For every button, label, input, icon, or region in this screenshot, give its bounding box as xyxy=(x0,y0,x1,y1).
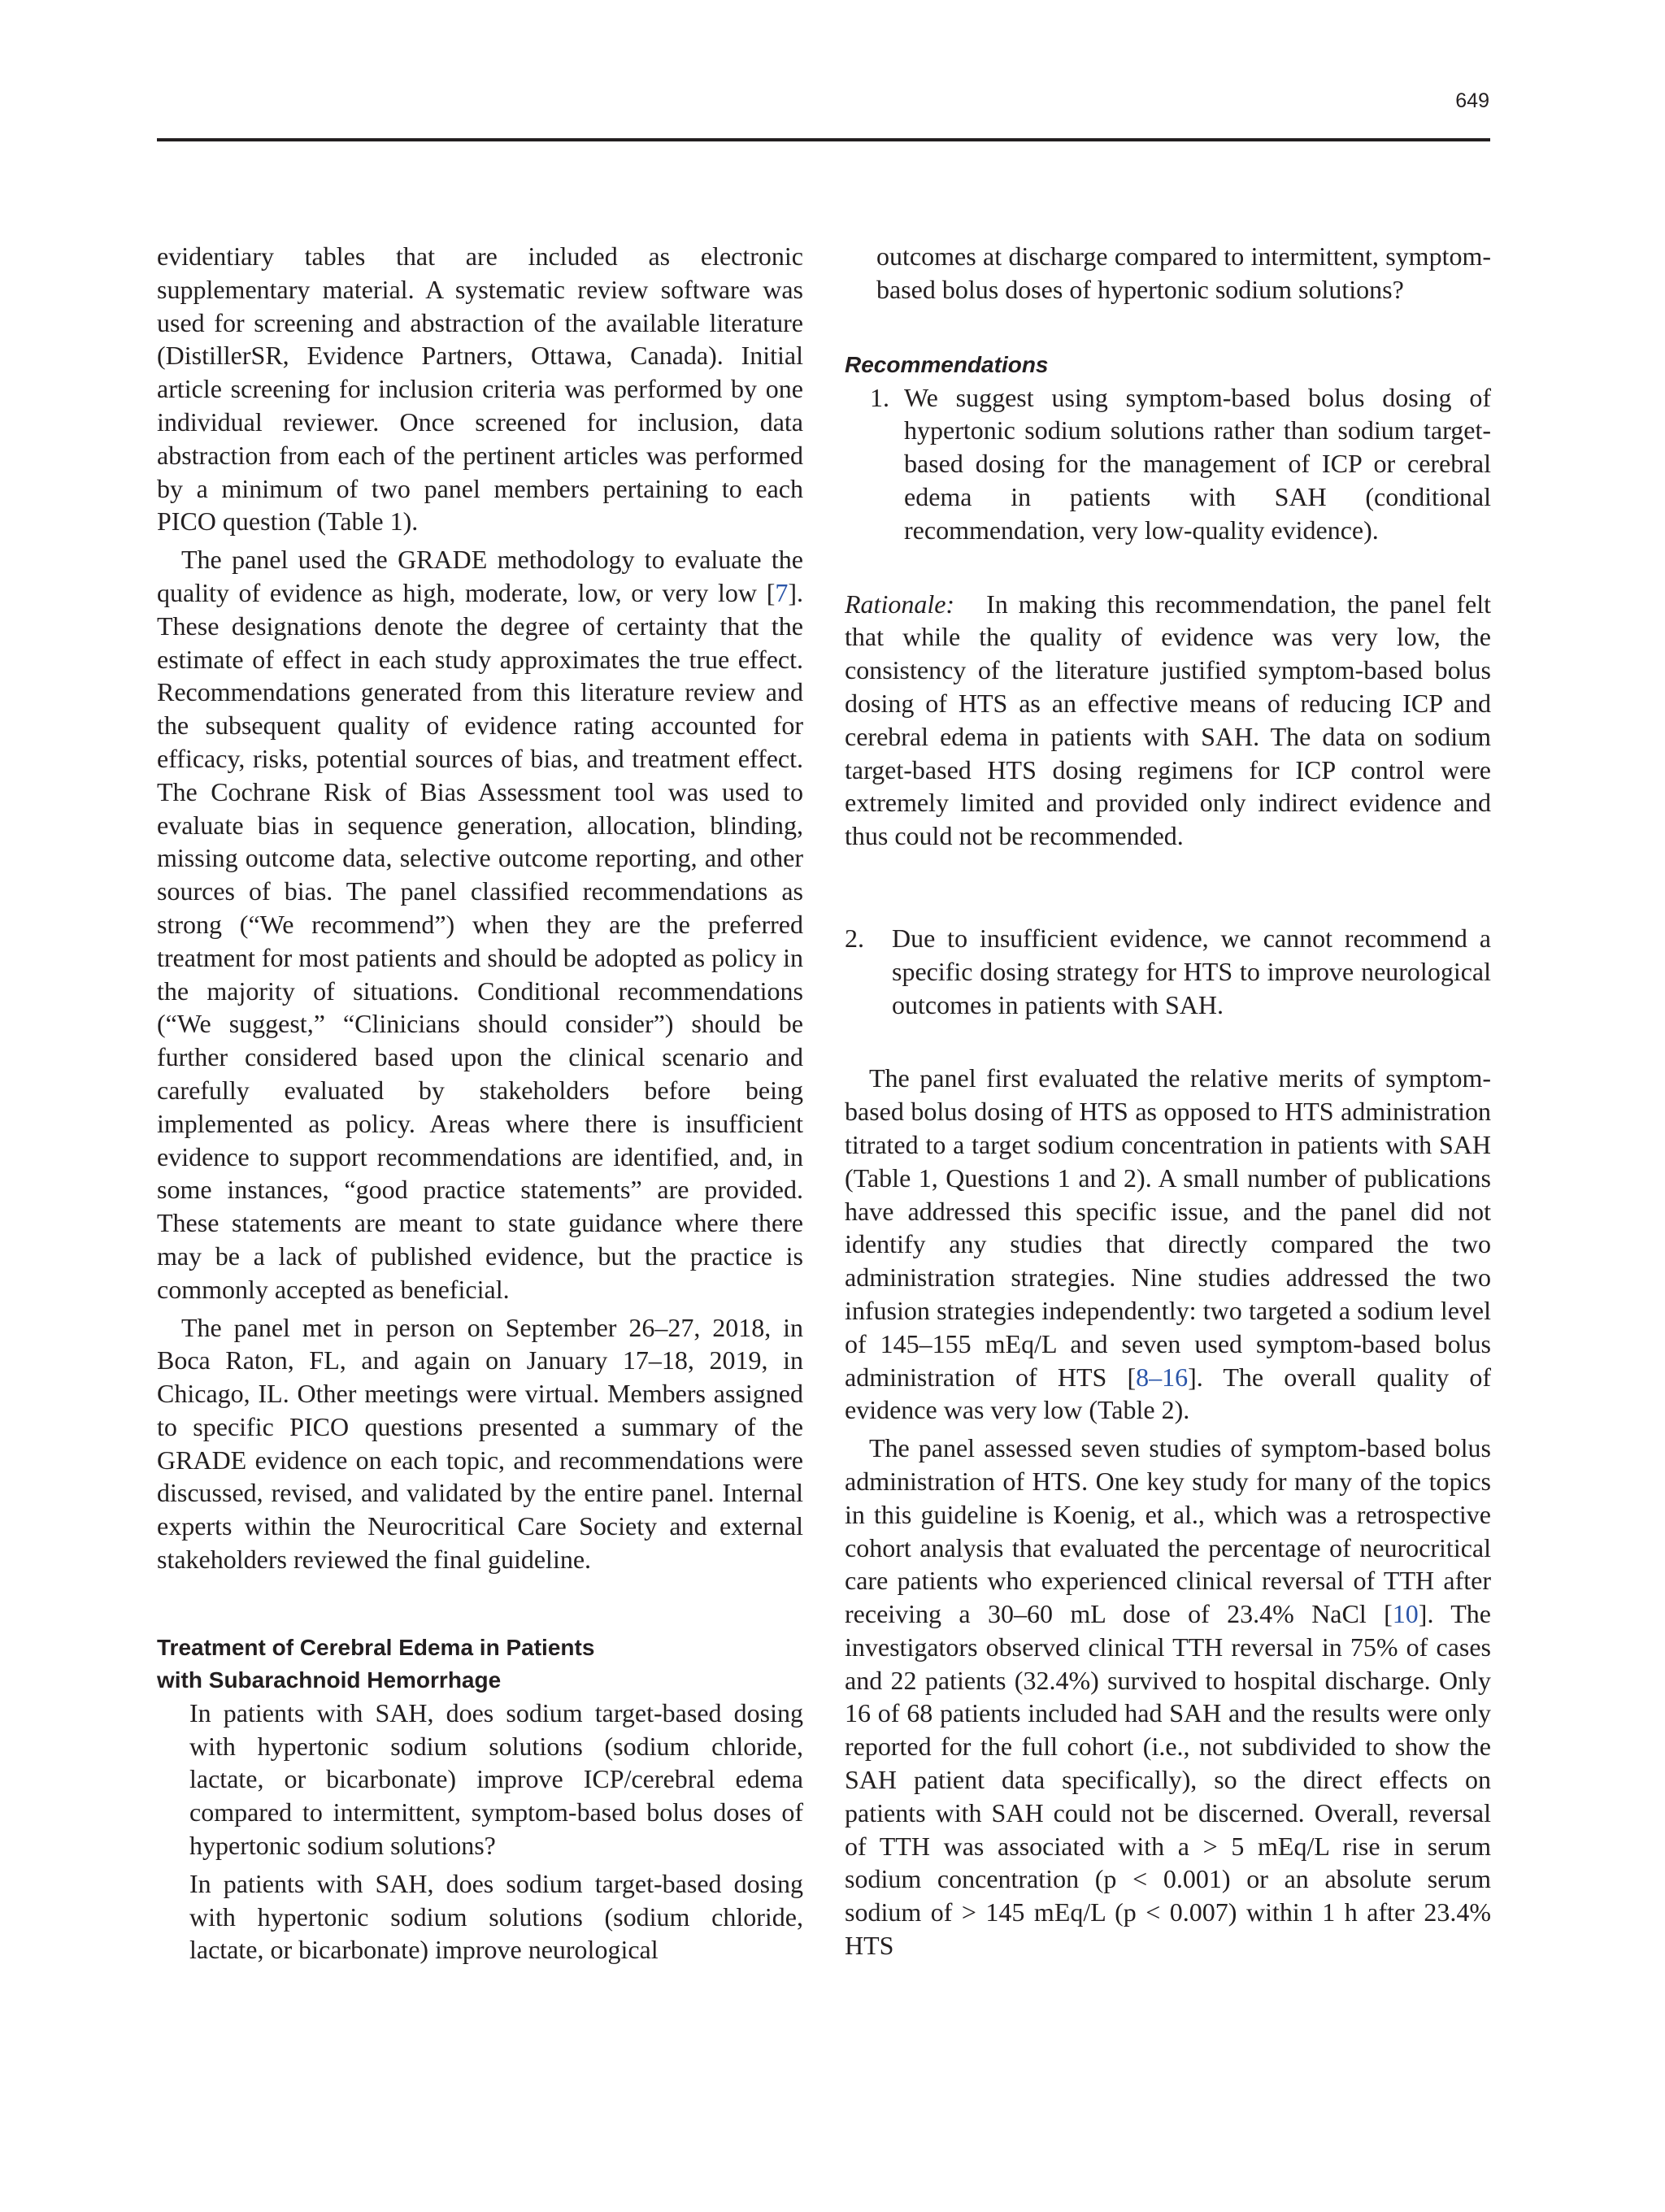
left-column xyxy=(157,240,803,1966)
paragraph-grade-text-b: ]. These designations denote the degree of certainty that the estimate of effect in each study approximates the true effect. Recommendations generated from this literature review and the subsequent quality of evidence rating accounted for efficacy, risks, potential sources of bias, and treatment effect. The Cochrane Risk of Bias Assessment tool was used to evaluate bias in sequence generation, allocation, blinding, missing outcome data, selective outcome reporting, and other sources of bias. The panel classified recommendations as strong (“We recommend”) when they are the preferred treatment for most patients and should be adopted as policy in the majority of situations. Conditional recommendations (“We suggest,” “Clinicians should consider”) should be further considered based upon the clinical scenario and carefully evaluated by stakeholders before being implemented as policy. Areas where there is insufficient evidence to support recommendations are identified, and, in some instances, “good practice statements” are provided. These statements are meant to state guidance where there may be a lack of published evidence, but the practice is commonly accepted as beneficial. xyxy=(157,577,803,1304)
paragraph-assessment-text-b: ]. The investigators observed clinical TTH reversal in 75% of cases and 22 patients (32.4%) survived to hospital discharge. Only 16 of 68 patients included had SAH and the results were only reported for the full cohort (i.e., not subdivided to show the SAH patient data specifically), so the direct effects on patients with SAH could not be discerned. Overall, reversal of TTH was associated with a > 5 mEq/L rise in serum sodium concentration (p < 0.001) or an absolute serum sodium of > 145 mEq/L (p < 0.007) within 1 h after 23.4% HTS xyxy=(845,1599,1492,1961)
page-number: 649 xyxy=(1455,89,1489,112)
recommendation-2-text: Due to insufficient evidence, we cannot recommend a specific dosing strategy for HTS to improve neurological outcomes in patients with SAH. xyxy=(892,923,1491,1019)
paragraph-grade-methodology xyxy=(157,543,803,1306)
paragraph-grade-text-a: The panel used the GRADE methodology to evaluate the quality of evidence as high, moderate, low, or very low [ xyxy=(157,545,803,607)
recommendation-2 xyxy=(845,922,1491,1021)
recommendations-heading: Recommendations xyxy=(845,351,1049,377)
citation-link-10[interactable]: 10 xyxy=(1392,1599,1419,1629)
recommendation-1-number: 1. xyxy=(870,382,889,412)
pico-question-2-end: outcomes at discharge compared to intermittent, symptom-based bolus doses of hypertonic sodium solutions? xyxy=(876,241,1491,304)
citation-link-8[interactable]: 8 xyxy=(1136,1362,1150,1392)
section-heading-line1: Treatment of Cerebral Edema in Patients xyxy=(157,1634,595,1660)
paragraph-panel-meetings: The panel met in person on September 26–27, 2018, in Boca Raton, FL, and again on January 17–18, 2019, in Chicago, IL. Other meetings were virtual. Members assigned to specific PICO questions presented a summary of the GRADE evidence on each topic, and recommendations were discussed, revised, and validated by the entire panel. Internal experts within the Neurocritical Care Society and external stakeholders reviewed the final guideline. xyxy=(157,1312,803,1575)
citation-range-dash: – xyxy=(1149,1362,1163,1392)
right-column xyxy=(845,240,1491,1962)
section-heading xyxy=(157,1632,803,1697)
paragraph-evaluation-text-a: The panel first evaluated the relative merits of symptom-based bolus dosing of HTS as opposed to HTS administration titrated to a target sodium concentration in patients with SAH (Table 1, Questions 1 and 2). A small number of publications have addressed this specific issue, and the panel did not identify any studies that directly compared the two administration strategies. Nine studies addressed the two infusion strategies independently: two targeted a sodium level of 145–155 mEq/L and seven used symptom-based bolus administration of HTS [ xyxy=(845,1063,1491,1392)
paragraph-assessment-text-a: The panel assessed seven studies of symptom-based bolus administration of HTS. One key study for many of the topics in this guideline is Koenig, et al., which was a retrospective cohort analysis that evaluated the percentage of neurocritical care patients who experienced clinical reversal of TTH after receiving a 30–60 mL dose of 23.4% NaCl [ xyxy=(845,1433,1491,1629)
paragraph-evaluation-text-b: ]. The overall quality of evidence was very low (Table 2). xyxy=(845,1362,1492,1425)
pico-question-1: In patients with SAH, does sodium target-based dosing with hypertonic sodium solutions (sodium chloride, lactate, or bicarbonate) improve ICP/cerebral edema compared to intermittent, symptom-based bolus doses of hypertonic sodium solutions? xyxy=(189,1697,803,1861)
pico-question-2-start: In patients with SAH, does sodium target-based dosing with hypertonic sodium solutions (sodium chloride, lactate, or bicarbonate) improve neurological xyxy=(189,1868,803,1965)
citation-link-7[interactable]: 7 xyxy=(775,577,789,607)
recommendation-2-number: 2. xyxy=(845,923,864,953)
citation-link-16[interactable]: 16 xyxy=(1162,1362,1189,1392)
section-heading-line2: with Subarachnoid Hemorrhage xyxy=(157,1667,502,1693)
recommendation-1 xyxy=(870,381,1491,547)
recommendation-1-text: We suggest using symptom-based bolus dosing of hypertonic sodium solutions rather than sodium target-based dosing for the management of ICP or cerebral edema in patients with SAH (conditional recommendation, very low-quality evidence). xyxy=(904,382,1491,545)
header-rule xyxy=(157,138,1490,141)
paragraph-evaluation xyxy=(845,1062,1491,1427)
rationale-paragraph xyxy=(845,588,1491,853)
paragraph-methods-software: evidentiary tables that are included as electronic supplementary material. A systematic review software was used for screening and abstraction of the available literature (DistillerSR, Evidence Partners, Ottawa, Canada). Initial article screening for inclusion criteria was performed by one individual reviewer. Once screened for inclusion, data abstraction from each of the pertinent articles was performed by a minimum of two panel members pertaining to each PICO question (Table 1). xyxy=(157,241,803,537)
rationale-text: In making this recommendation, the panel felt that while the quality of evidence was very low, the consistency of the literature justified symptom-based bolus dosing of HTS as an effective means of reducing ICP and cerebral edema in patients with SAH. The data on sodium target-based HTS dosing regimens for ICP control were extremely limited and provided only indirect evidence and thus could not be recommended. xyxy=(845,589,1492,851)
paragraph-assessment xyxy=(845,1432,1491,1962)
rationale-label: Rationale: xyxy=(845,589,955,619)
